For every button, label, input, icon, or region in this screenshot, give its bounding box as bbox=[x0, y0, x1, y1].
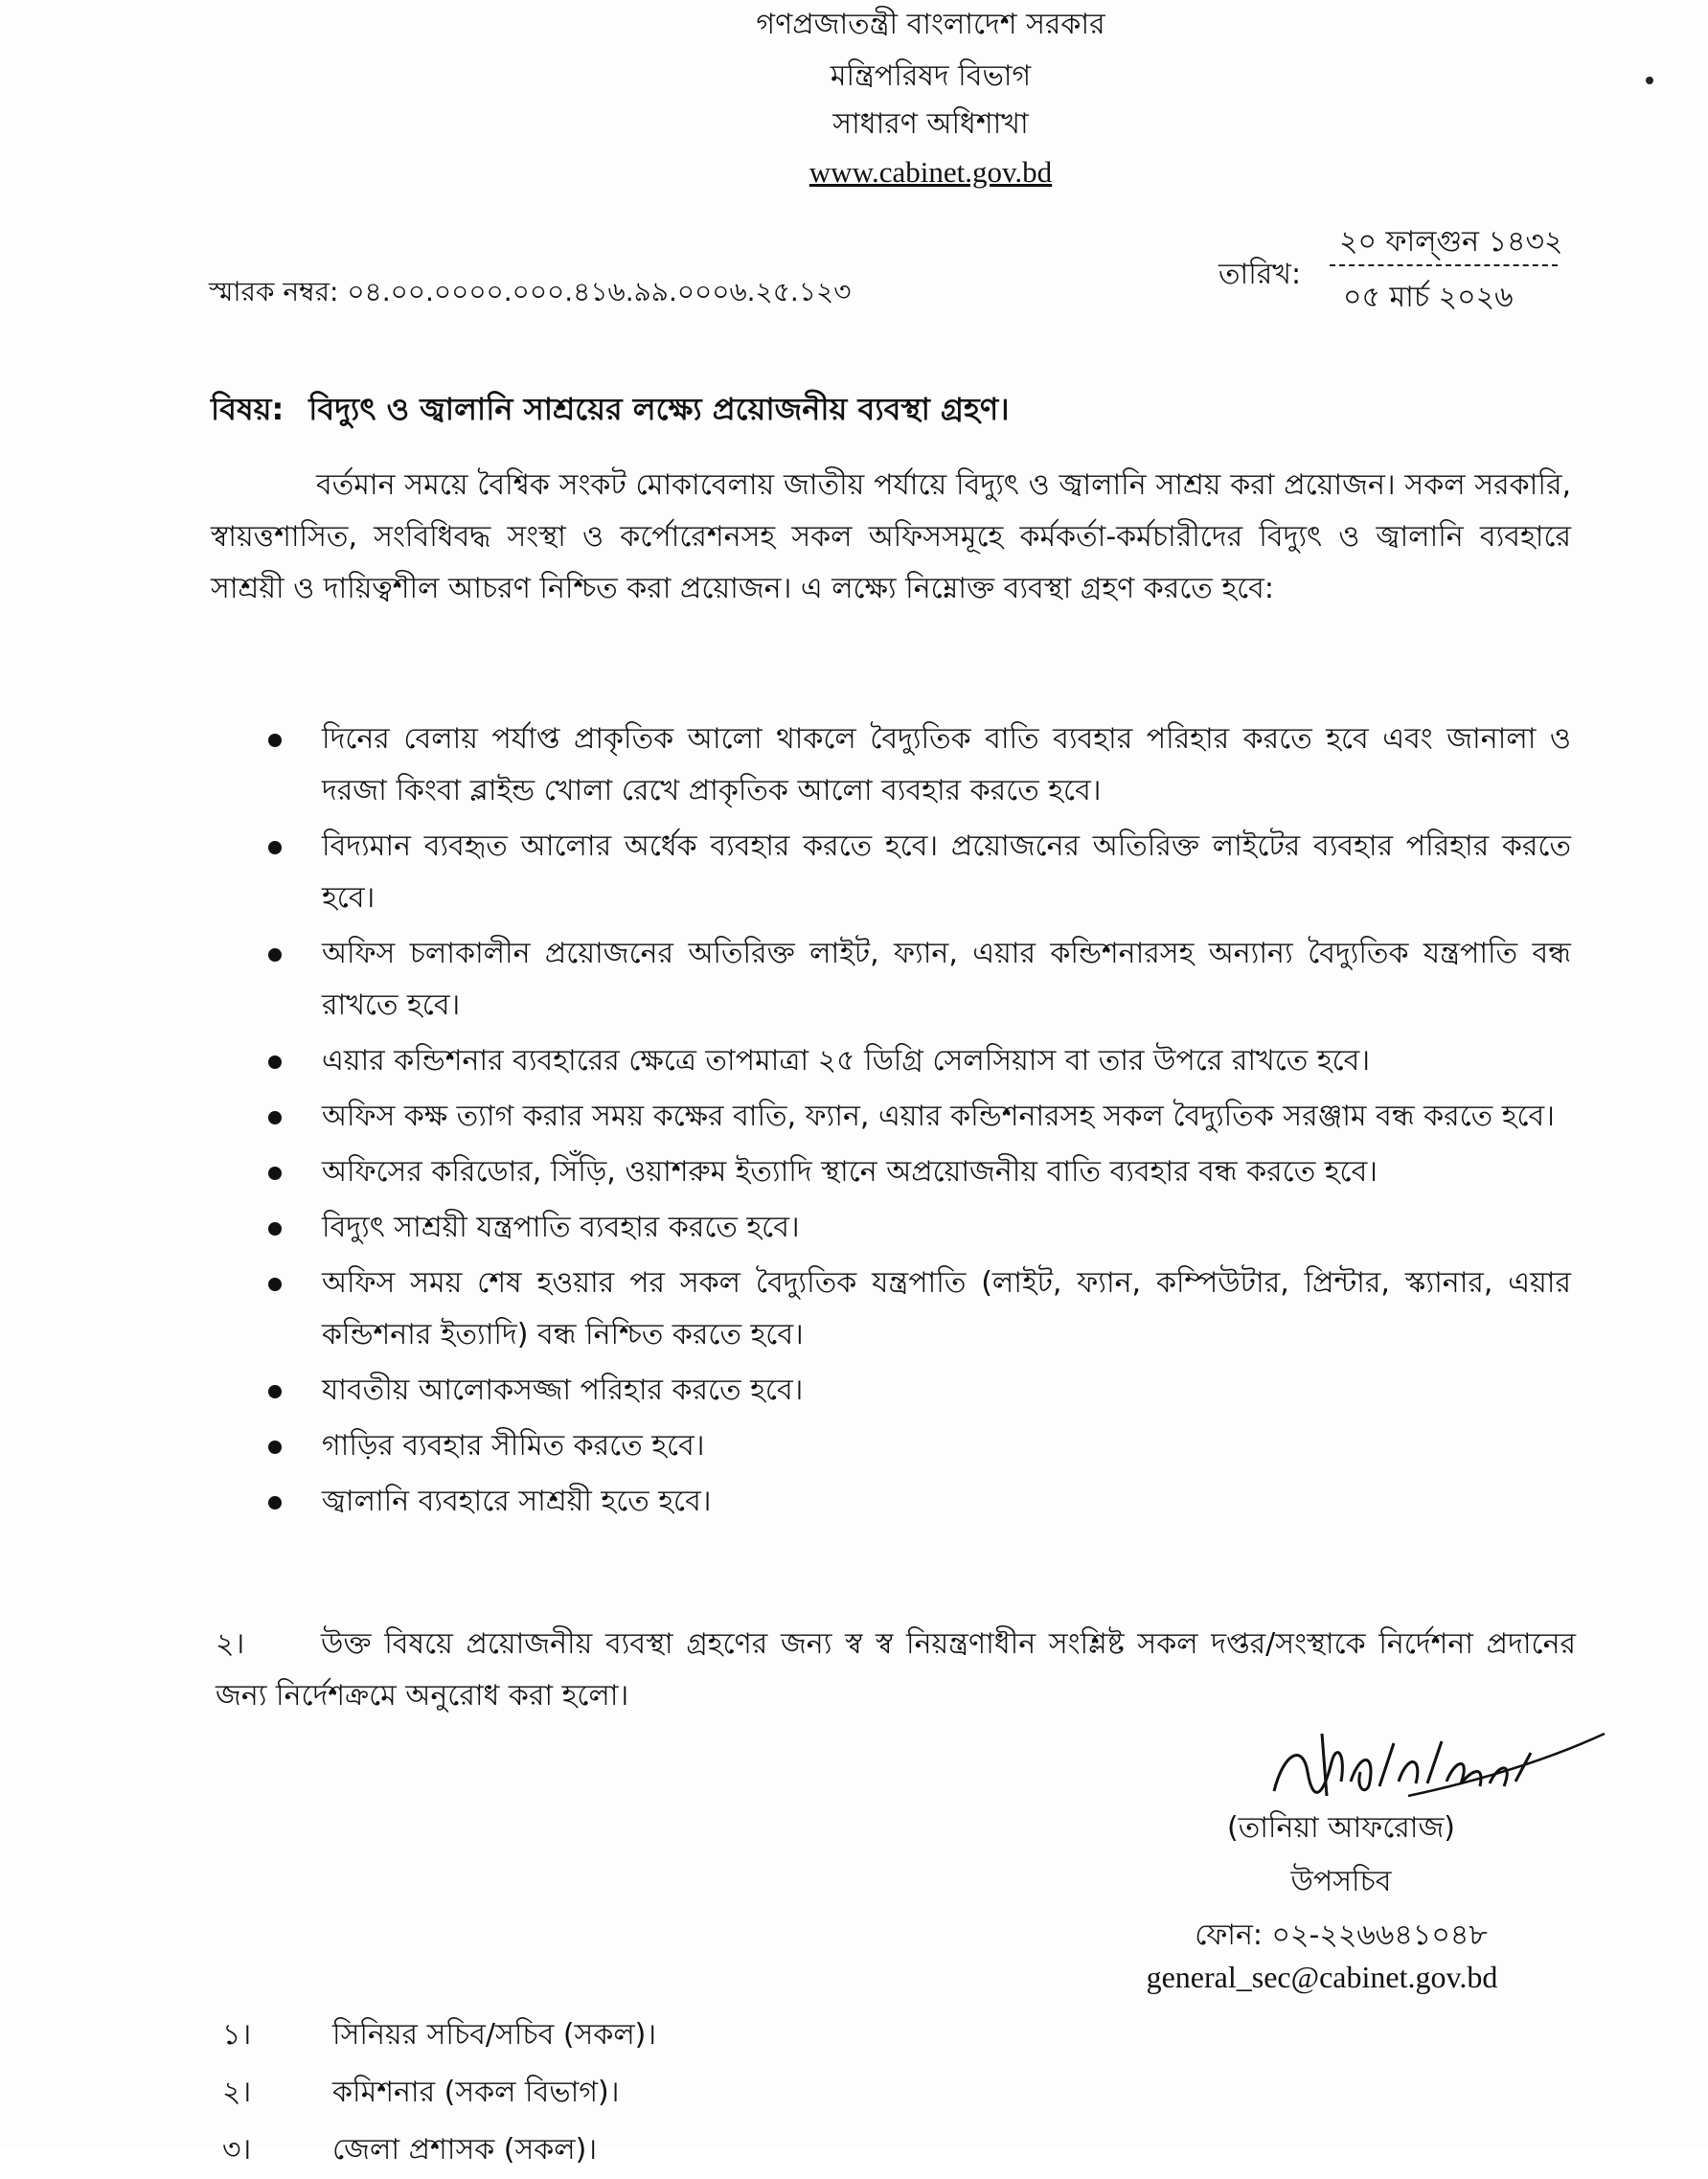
distribution-recipient: জেলা প্রশাসক (সকল)। bbox=[332, 2133, 598, 2167]
bullet-icon bbox=[268, 1111, 282, 1124]
memo-reference-number: স্মারক নম্বর: ০৪.০০.০০০০.০০০.৪১৬.৯৯.০০০৬.২৫.১২৩ bbox=[209, 276, 852, 307]
instruction-text: বিদ্যমান ব্যবহৃত আলোর অর্ধেক ব্যবহার করতে হবে। প্রয়োজনের অতিরিক্ত লাইটের ব্যবহার পরিহার করতে হবে। bbox=[322, 829, 1571, 915]
distribution-number: ২। bbox=[222, 2076, 252, 2109]
instruction-item bbox=[268, 1202, 1571, 1254]
instruction-item bbox=[268, 1420, 1571, 1472]
instruction-text: জ্বালানি ব্যবহারে সাশ্রয়ী হতে হবে। bbox=[322, 1485, 712, 1518]
branch-name: সাধারণ অধিশাখা bbox=[832, 107, 1029, 141]
instruction-text: দিনের বেলায় পর্যাপ্ত প্রাকৃতিক আলো থাকলে বৈদ্যুতিক বাতি ব্যবহার পরিহার করতে হবে এবং জানালা ও দরজা কিংবা ব্লাইন্ড খোলা রেখে প্রাকৃতিক আলো ব্যবহার করতে হবে। bbox=[322, 722, 1571, 807]
distribution-item bbox=[222, 2007, 656, 2064]
date-bangla: ২০ ফাল্গুন ১৪৩২ bbox=[1339, 225, 1563, 259]
instruction-item bbox=[268, 1146, 1571, 1198]
signatory-name: (তানিয়া আফরোজ) bbox=[1226, 1811, 1456, 1845]
bullet-icon bbox=[268, 1222, 282, 1236]
distribution-number: ১। bbox=[222, 2018, 252, 2052]
instruction-text: অফিস চলাকালীন প্রয়োজনের অতিরিক্ত লাইট, ফ্যান, এয়ার কন্ডিশনারসহ অন্যান্য বৈদ্যুতিক যন্ত্রপাতি বন্ধ রাখতে হবে। bbox=[322, 937, 1571, 1022]
request-paragraph bbox=[216, 1619, 1576, 1722]
instruction-list bbox=[268, 714, 1571, 1532]
bullet-icon bbox=[268, 1167, 282, 1180]
subject-line bbox=[211, 385, 1010, 437]
instruction-text: এয়ার কন্ডিশনার ব্যবহারের ক্ষেত্রে তাপমাত্রা ২৫ ডিগ্রি সেলসিয়াস বা তার উপরে রাখতে হবে। bbox=[322, 1044, 1371, 1078]
instruction-text: গাড়ির ব্যবহার সীমিত করতে হবে। bbox=[322, 1429, 705, 1463]
instruction-text: অফিস কক্ষ ত্যাগ করার সময় কক্ষের বাতি, ফ্যান, এয়ার কন্ডিশনারসহ সকল বৈদ্যুতিক সরঞ্জাম বন্ধ করতে হবে। bbox=[322, 1100, 1555, 1133]
paragraph-number: ২। bbox=[216, 1627, 245, 1661]
bullet-icon bbox=[268, 734, 282, 747]
distribution-list bbox=[222, 2007, 656, 2179]
date-divider bbox=[1330, 264, 1558, 266]
signatory-phone: ফোন: ০২-২২৬৬৪১০৪৮ bbox=[1195, 1918, 1488, 1952]
bullet-icon bbox=[268, 1278, 282, 1291]
subject-text: বিদ্যুৎ ও জ্বালানি সাশ্রয়ের লক্ষ্যে প্রয়োজনীয় ব্যবস্থা গ্রহণ। bbox=[308, 391, 1010, 427]
instruction-item bbox=[268, 714, 1571, 817]
subject-label: বিষয়: bbox=[211, 391, 285, 427]
distribution-item bbox=[222, 2122, 656, 2179]
distribution-number: ৩। bbox=[222, 2133, 252, 2167]
instruction-text: বিদ্যুৎ সাশ্রয়ী যন্ত্রপাতি ব্যবহার করতে হবে। bbox=[322, 1211, 800, 1244]
intro-text: বর্তমান সময়ে বৈশ্বিক সংকট মোকাবেলায় জাতীয় পর্যায়ে বিদ্যুৎ ও জ্বালানি সাশ্রয় করা প্রয়োজন। সকল সরকারি, স্বায়ত্তশাসিত, সংবিধিবদ্ধ সংস্থা ও কর্পোরেশনসহ সকল অফিসসমূহে কর্মকর্তা-কর্মচারীদের বিদ্যুৎ ও জ্বালানি ব্যবহারে সাশ্রয়ী ও দায়িত্বশীল আচরণ নিশ্চিত করা প্রয়োজন। এ লক্ষ্যে নিম্নোক্ত ব্যবস্থা গ্রহণ করতে হবে: bbox=[211, 468, 1571, 605]
instruction-item bbox=[268, 1365, 1571, 1417]
date-gregorian: ০৫ মার্চ ২০২৬ bbox=[1343, 281, 1514, 314]
instruction-item bbox=[268, 821, 1571, 924]
bullet-icon bbox=[268, 1385, 282, 1398]
distribution-recipient: সিনিয়র সচিব/সচিব (সকল)। bbox=[332, 2018, 657, 2052]
bullet-icon bbox=[268, 948, 282, 962]
request-text: উক্ত বিষয়ে প্রয়োজনীয় ব্যবস্থা গ্রহণের জন্য স্ব স্ব নিয়ন্ত্রণাধীন সংশ্লিষ্ট সকল দপ্তর/সংস্থাকে নির্দেশনা প্রদানের জন্য নির্দেশক্রমে অনুরোধ করা হলো। bbox=[216, 1627, 1576, 1713]
website-link[interactable]: www.cabinet.gov.bd bbox=[808, 155, 1053, 189]
bullet-icon bbox=[268, 1496, 282, 1509]
bullet-icon bbox=[268, 1055, 282, 1069]
distribution-item bbox=[222, 2064, 656, 2122]
instruction-item bbox=[268, 1476, 1571, 1528]
bullet-icon bbox=[268, 841, 282, 854]
instruction-text: অফিসের করিডোর, সিঁড়ি, ওয়াশরুম ইত্যাদি স্থানে অপ্রয়োজনীয় বাতি ব্যবহার বন্ধ করতে হবে। bbox=[322, 1155, 1378, 1189]
signatory-email[interactable]: general_sec@cabinet.gov.bd bbox=[1146, 1960, 1498, 1994]
instruction-item bbox=[268, 1035, 1571, 1087]
signatory-designation: উপসচিব bbox=[1290, 1865, 1392, 1898]
division-name: মন্ত্রিপরিষদ বিভাগ bbox=[830, 59, 1032, 93]
distribution-recipient: কমিশনার (সকল বিভাগ)। bbox=[332, 2076, 620, 2109]
instruction-item bbox=[268, 928, 1571, 1032]
date-label: তারিখ: bbox=[1218, 258, 1302, 291]
instruction-item bbox=[268, 1091, 1571, 1143]
government-name: গণপ্রজাতন্ত্রী বাংলাদেশ সরকার bbox=[756, 8, 1105, 41]
instruction-text: অফিস সময় শেষ হওয়ার পর সকল বৈদ্যুতিক যন্ত্রপাতি (লাইট, ফ্যান, কম্পিউটার, প্রিন্টার, স্ক্যানার, এয়ার কন্ডিশনার ইত্যাদি) বন্ধ নিশ্চিত করতে হবে। bbox=[322, 1266, 1571, 1351]
instruction-item bbox=[268, 1258, 1571, 1361]
instruction-text: যাবতীয় আলোকসজ্জা পরিহার করতে হবে। bbox=[322, 1373, 804, 1407]
intro-paragraph bbox=[211, 460, 1571, 615]
bullet-icon bbox=[268, 1441, 282, 1454]
